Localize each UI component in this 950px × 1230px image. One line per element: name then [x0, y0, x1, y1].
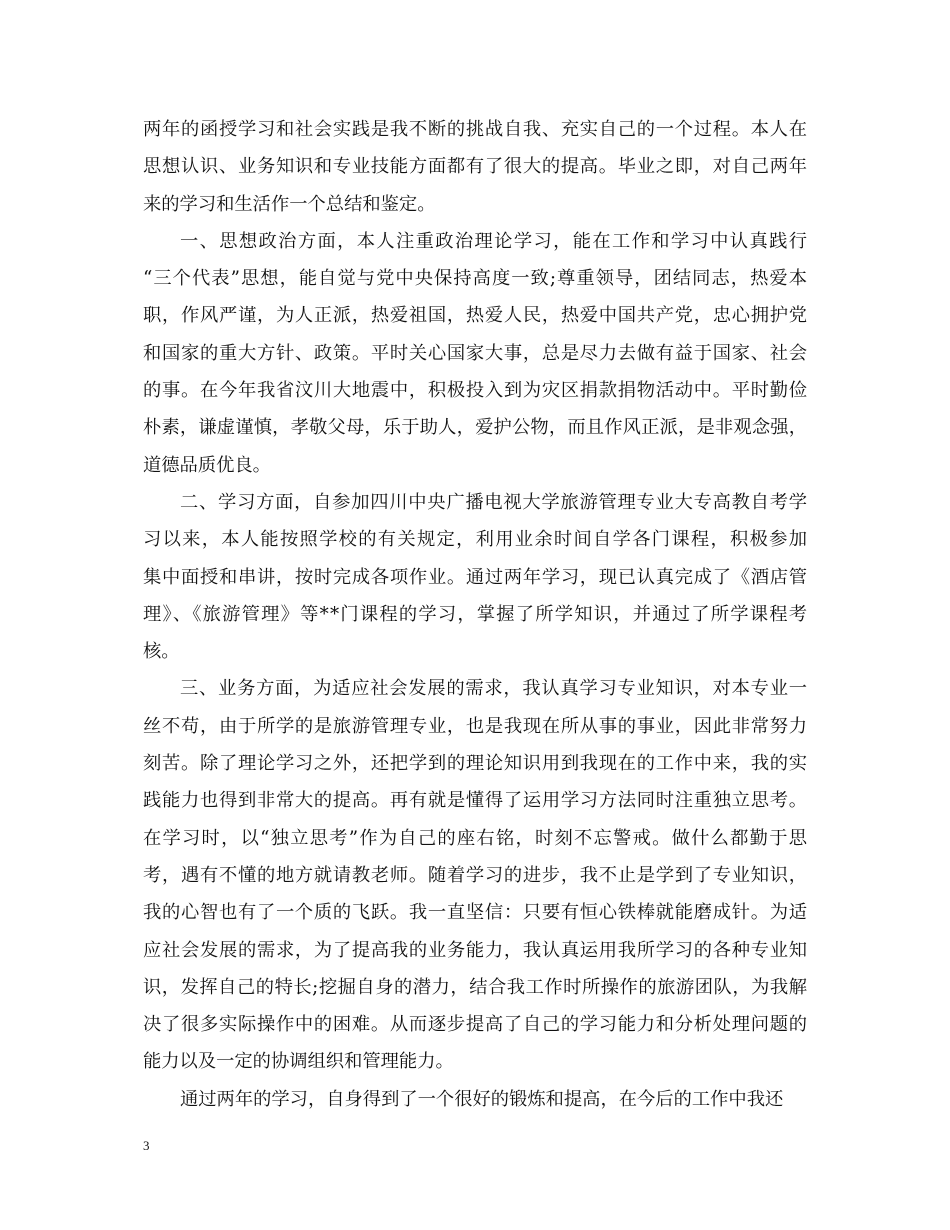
text-line: 践能力也得到非常大的提高。再有就是懂得了运用学习方法同时注重独立思考。 — [143, 790, 808, 812]
text-line: 理》、《旅游管理》等**门课程的学习，掌握了所学知识，并通过了所学课程考 — [143, 603, 809, 625]
text-line: 道德品质优良。 — [143, 454, 271, 476]
text-line: 识，发挥自己的特长;挖掘自身的潜力，结合我工作时所操作的旅游团队，为我解 — [143, 976, 808, 998]
text-line: 应社会发展的需求，为了提高我的业务能力，我认真运用我所学习的各种专业知 — [143, 939, 808, 961]
text-line: 两年的函授学习和社会实践是我不断的挑战自我、充实自己的一个过程。本人在 — [143, 119, 808, 140]
text-line: 朴素，谦虚谨慎，孝敬父母，乐于助人，爱护公物，而且作风正派，是非观念强， — [143, 417, 808, 439]
text-line: 职，作风严谨，为人正派，热爱祖国，热爱人民，热爱中国共产党，忠心拥护党 — [143, 305, 808, 327]
text-line: 的事。在今年我省汶川大地震中，积极投入到为灾区捐款捐物活动中。平时勤俭 — [143, 380, 808, 402]
paragraph-first-line: 二、学习方面，自参加四川中央广播电视大学旅游管理专业大专高教自考学 — [180, 491, 808, 513]
text-line: 考，遇有不懂的地方就请教老师。随着学习的进步，我不止是学到了专业知识， — [143, 864, 808, 886]
text-line: 来的学习和生活作一个总结和鉴定。 — [143, 193, 436, 215]
text-line: 在学习时，以“独立思考”作为自己的座右铭，时刻不忘警戒。做什么都勤于思 — [143, 827, 809, 849]
text-line: 习以来，本人能按照学校的有关规定，利用业余时间自学各门课程，积极参加 — [143, 529, 809, 551]
page-number: 3 — [143, 1138, 150, 1153]
text-line: “三个代表”思想，能自觉与党中央保持高度一致;尊重领导，团结同志，热爱本 — [143, 268, 809, 290]
text-line: 核。 — [143, 641, 180, 663]
text-line: 我的心智也有了一个质的飞跃。我一直坚信：只要有恒心铁棒就能磨成针。为适 — [143, 902, 808, 924]
text-line: 和国家的重大方针、政策。平时关心国家大事，总是尽力去做有益于国家、社会 — [143, 342, 808, 364]
document-body — [143, 111, 807, 1118]
paragraph-first-line: 通过两年的学习，自身得到了一个很好的锻炼和提高，在今后的工作中我还 — [180, 1088, 784, 1110]
text-line: 集中面授和串讲，按时完成各项作业。通过两年学习，现已认真完成了《酒店管 — [143, 566, 808, 588]
text-line: 刻苦。除了理论学习之外，还把学到的理论知识用到我现在的工作中来，我的实 — [143, 753, 808, 775]
text-line: 丝不苟，由于所学的是旅游管理专业，也是我现在所从事的事业，因此非常努力 — [143, 715, 808, 737]
text-line: 思想认识、业务知识和专业技能方面都有了很大的提高。毕业之即，对自己两年 — [143, 156, 808, 178]
paragraph-first-line: 一、思想政治方面，本人注重政治理论学习，能在工作和学习中认真践行 — [180, 230, 809, 252]
text-line: 决了很多实际操作中的困难。从而逐步提高了自己的学习能力和分析处理问题的 — [143, 1014, 808, 1036]
paragraph-first-line: 三、业务方面，为适应社会发展的需求，我认真学习专业知识，对本专业一 — [180, 678, 808, 700]
text-line: 能力以及一定的协调组织和管理能力。 — [143, 1051, 454, 1073]
